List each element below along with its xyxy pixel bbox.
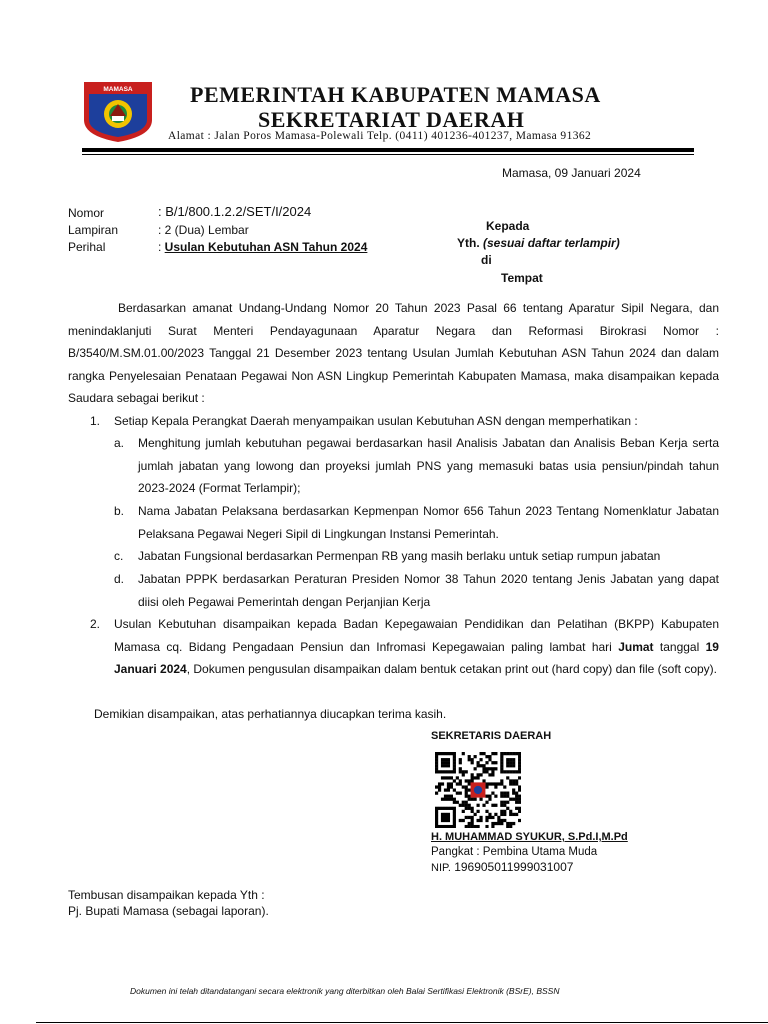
subitem-mark-c: c.	[114, 549, 124, 563]
deadline-date: 19 Januari 2024	[114, 639, 719, 676]
letterhead-address: Alamat : Jalan Poros Mamasa-Polewali Telp. (0411) 401236-401237, Mamasa 91362	[168, 130, 592, 142]
letterhead-secretariat: SEKRETARIAT DAERAH	[258, 107, 525, 132]
item2-number: 2.	[90, 617, 101, 631]
item2-text: Usulan Kebutuhan disampaikan kepada Badan Kepegawaian Pendidikan dan Pelatihan (BKPP) Kabupaten Mamasa cq. Bidang Pengadaan Pensiun dan Infromasi Kepegawaian paling lambat hari Jumat tanggal 19 Januari 2024, Dokumen pengusulan disampaikan dalam bentuk cetakan print out (hard copy) dan file (soft copy).	[114, 617, 719, 676]
subitem-text-d: Jabatan PPPK berdasarkan Peraturan Presiden Nomor 38 Tahun 2020 tentang Jenis Jabatan yang dapat diisi oleh Pegawai Pemerintah dengan Perjanjian Kerja	[138, 572, 719, 609]
recipient-tempat: Tempat	[501, 271, 543, 285]
signature-title: SEKRETARIS DAERAH	[431, 730, 552, 742]
item1-text: Setiap Kepala Perangkat Daerah menyampaikan usulan Kebutuhan ASN dengan memperhatikan :	[114, 414, 638, 428]
cc-recipient: Pj. Bupati Mamasa (sebagai laporan).	[68, 904, 269, 918]
qr-code-signature[interactable]	[435, 752, 521, 828]
subitem-mark-a: a.	[114, 436, 125, 450]
subitem-mark-b: b.	[114, 504, 125, 518]
intro-paragraph: Berdasarkan amanat Undang-Undang Nomor 20 Tahun 2023 Pasal 66 tentang Aparatur Sipil Negara, dan menindaklanjuti Surat Menteri Pendayagunaan Aparatur Negara dan Reformasi Birokrasi Nomor : B/3540/M.SM.01.00/2023 Tanggal 21 Desember 2023 tentang Usulan Jumlah Kebutuhan ASN Tahun 2024 dan dalam rangka Penyelesaian Penataan Pegawai Non ASN Lingkup Pemerintah Kabupaten Mamasa, maka disampaikan kepada Saudara sebagai berikut :	[68, 301, 719, 405]
closing-line: Demikian disampaikan, atas perhatiannya diucapkan terima kasih.	[94, 707, 447, 721]
recipient-di: di	[481, 253, 492, 267]
e-signature-notice: Dokumen ini telah ditandatangani secara elektronik yang diterbitkan oleh Balai Sertifikasi Elektronik (BSrE), BSSN	[130, 986, 560, 996]
footer-divider	[36, 1022, 768, 1023]
recipient-yth: Yth. (sesuai daftar terlampir)	[457, 236, 620, 250]
regency-logo	[82, 80, 154, 144]
signatory-rank: Pangkat : Pembina Utama Muda	[431, 846, 598, 858]
subject-text: Usulan Kebutuhan ASN Tahun 2024	[164, 240, 368, 254]
letterhead-divider	[82, 148, 694, 152]
deadline-day: Jumat	[618, 639, 654, 654]
letterhead-divider-thin	[82, 154, 694, 155]
subitem-text-b: Nama Jabatan Pelaksana berdasarkan Kepmenpan Nomor 656 Tahun 2023 Tentang Nomenklatur Jabatan Pelaksana Pegawai Negeri Sipil di Lingkungan Instansi Pemerintah.	[138, 504, 719, 541]
cc-heading: Tembusan disampaikan kepada Yth :	[68, 888, 265, 902]
item1-number: 1.	[90, 414, 101, 428]
letterhead-government: PEMERINTAH KABUPATEN MAMASA	[190, 82, 601, 107]
subitem-mark-d: d.	[114, 572, 125, 586]
logo-text: MAMASA	[103, 86, 133, 93]
recipient-kepada: Kepada	[486, 219, 530, 233]
meta-value-perihal: : Usulan Kebutuhan ASN Tahun 2024	[158, 240, 368, 254]
meta-label-perihal: Perihal	[68, 240, 106, 254]
letter-date: Mamasa, 09 Januari 2024	[502, 166, 641, 180]
meta-value-lampiran: : 2 (Dua) Lembar	[158, 223, 249, 237]
subitem-text-c: Jabatan Fungsional berdasarkan Permenpan RB yang masih berlaku untuk setiap rumpun jabatan	[138, 549, 661, 563]
signatory-name: H. MUHAMMAD SYUKUR, S.Pd.I,M.Pd	[431, 831, 628, 843]
signatory-nip: NIP. 196905011999031007	[431, 860, 574, 874]
meta-label-nomor: Nomor	[68, 206, 105, 220]
subitem-text-a: Menghitung jumlah kebutuhan pegawai berdasarkan hasil Analisis Jabatan dan Analisis Beban Kerja serta jumlah jabatan yang lowong dan proyeksi jumlah PNS yang memasuki batas usia pensiun/pindah tahun 2023-2024 (Format Terlampir);	[138, 436, 719, 495]
recipient-detail: (sesuai daftar terlampir)	[483, 236, 620, 250]
meta-label-lampiran: Lampiran	[68, 223, 119, 237]
meta-value-nomor: : B/1/800.1.2.2/SET/I/2024	[158, 204, 312, 219]
